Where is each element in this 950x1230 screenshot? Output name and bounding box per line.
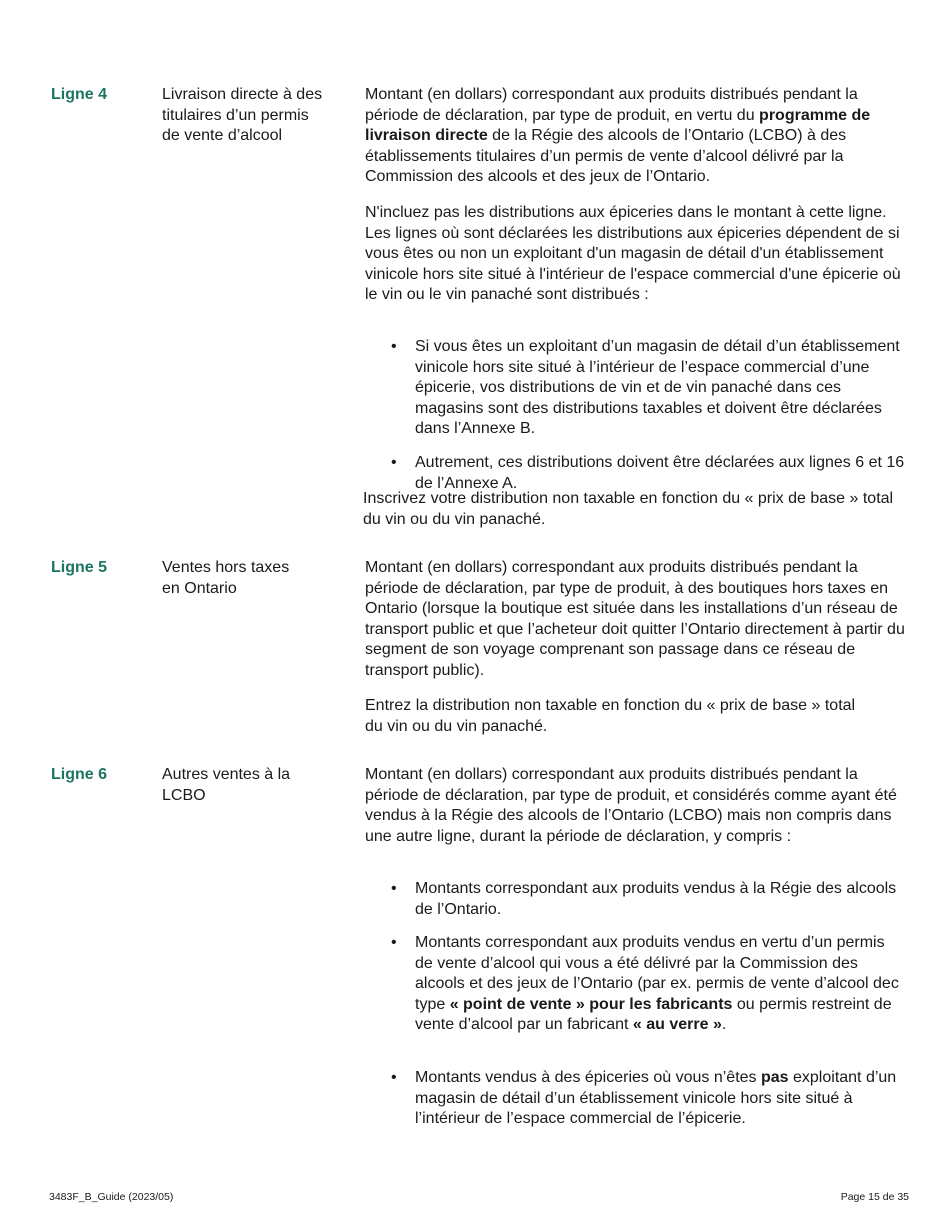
ligne-6-paragraph-1: Montant (en dollars) correspondant aux produits distribués pendant la période de déclaration, par type de produit, et considérés comme ayant été vendus à la Régie des alcools de l’Ontario (LCBO) mais non compris dans une autre ligne, durant la période de déclaration, y compris :: [365, 766, 897, 845]
bullet-icon: •: [391, 880, 397, 897]
ligne-4-paragraph-3: Inscrivez votre distribution non taxable en fonction du « prix de base » total du vin ou du vin panaché.: [363, 490, 894, 528]
ligne-6-bullet-1: [365, 879, 905, 920]
ligne-5-title-line: Ventes hors taxes: [162, 559, 290, 576]
ligne-4-title-line: de vente d’alcool: [162, 127, 283, 145]
list-item: • Autrement, ces distributions doivent être déclarées aux lignes 6 et 16 de l’Annexe A.: [391, 454, 905, 492]
ligne-4-label: Ligne 4: [51, 86, 108, 103]
bold-term: « point de vente » pour les fabricants: [449, 995, 733, 1013]
ligne-4-title: [162, 85, 347, 147]
ligne-5-paragraph-1: Montant (en dollars) correspondant aux produits distribués pendant la période de déclaration, par type de produit, à des boutiques hors taxes en Ontario (lorsque la boutique est située dans les installations d’un réseau de transport public et que l’acheteur doit quitter l’Ontario directement à partir du segment de son voyage comprenant son passage dans ce réseau de transport public).: [365, 559, 905, 679]
ligne-6-bullet-3: [365, 1068, 905, 1130]
footer-form-code: 3483F_B_Guide (2023/05): [49, 1191, 174, 1203]
ligne-4-title-line: Livraison directe à des: [162, 86, 323, 103]
bullet-icon: •: [391, 338, 397, 355]
list-item: • Si vous êtes un exploitant d’un magasin de détail d’un établissement vinicole hors site situé à l’intérieur de l’espace commercial d’une épicerie, vos distributions de vin et de vin panaché dans ces magasins sont des distributions taxables et doivent être déclarées dans l’Annexe B.: [391, 338, 900, 438]
ligne-5-title-line: en Ontario: [162, 579, 237, 597]
bullet-icon: •: [391, 454, 397, 471]
footer-page-number: Page 15 de 35: [840, 1191, 909, 1203]
list-item: • Montants correspondant aux produits vendus à la Régie des alcools de l’Ontario.: [391, 880, 897, 918]
ligne-4-bullets-2: [365, 453, 905, 494]
ligne-6-title-line: Autres ventes à la: [162, 766, 291, 783]
list-item: • Montants vendus à des épiceries où vous n’êtes pas exploitant d’un magasin de détail d’un établissement vinicole hors site situé à l’intérieur de l’espace commercial de l’épicerie.: [391, 1069, 897, 1128]
bold-term: programme de livraison directe: [365, 106, 871, 145]
list-item: • Montants correspondant aux produits vendus en vertu d’un permis de vente d’alcool qui vous a été délivré par la Commission des alcools et des jeux de l’Ontario (par ex. permis de vente d’alcool dec type « point de vente » pour les fabricants ou permis restreint de vente d’alcool par un fabricant « au verre ».: [391, 934, 899, 1034]
ligne-4-title-line: titulaires d’un permis: [162, 106, 309, 124]
ligne-5-label: Ligne 5: [51, 559, 108, 576]
ligne-6-label: Ligne 6: [51, 766, 108, 783]
ligne-5-paragraph-2: Entrez la distribution non taxable en fonction du « prix de base » total du vin ou du vin panaché.: [365, 697, 856, 735]
bold-term: « au verre »: [632, 1016, 722, 1034]
ligne-4-description: [365, 85, 905, 188]
ligne-6-title: [162, 765, 347, 806]
ligne-5-title: [162, 558, 347, 599]
ligne-6-bullet-2: [365, 933, 905, 1036]
ligne-4-bullets: [365, 337, 905, 440]
bullet-icon: •: [391, 934, 397, 951]
ligne-4-paragraph-2: N'incluez pas les distributions aux épiceries dans le montant à cette ligne. Les lignes où sont déclarées les distributions aux épiceries dépendent de si vous êtes ou non un exploitant d'un magasin de détail d'un établissement vinicole hors site situé à l'intérieur de l'espace commercial d'une épicerie où le vin ou le vin panaché sont distribués :: [365, 204, 901, 304]
ligne-6-title-line: LCBO: [162, 786, 206, 804]
ligne-4-paragraph-1: Montant (en dollars) correspondant aux produits distribués pendant la période de déclaration, par type de produit, en vertu du programme de livraison directe de la Régie des alcools de l’Ontario (LCBO) à des établissements titulaires d’un permis de vente d’alcool délivré par la Commission des alcools et des jeux de l’Ontario.: [365, 86, 871, 186]
bold-term: pas: [760, 1069, 789, 1086]
bullet-icon: •: [391, 1069, 397, 1086]
